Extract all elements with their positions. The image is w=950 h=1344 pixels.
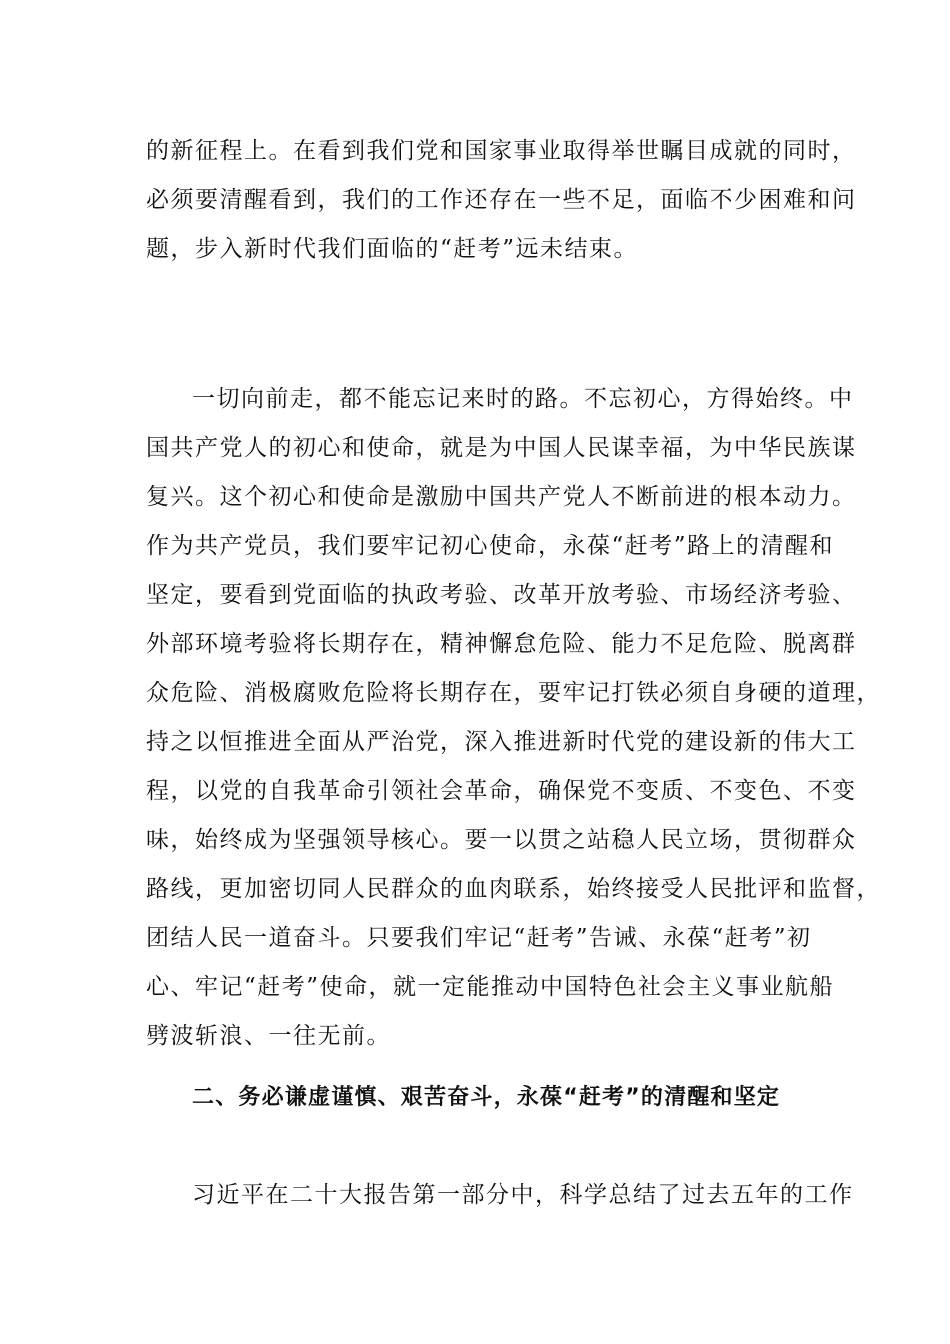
- text-line: 题，步入新时代我们面临的“赶考”远未结束。: [146, 236, 639, 262]
- paragraph-report-summary: [146, 1171, 854, 1220]
- text-line: 心、牢记“赶考”使命，就一定能推动中国特色社会主义事业航船: [146, 974, 835, 1000]
- text-line: 劈波斩浪、一往无前。: [146, 1023, 391, 1049]
- text-line: 坚定，要看到党面临的执政考验、改革开放考验、市场经济考验、: [146, 582, 857, 608]
- text-line: 作为共产党员，我们要牢记初心使命，永葆“赶考”路上的清醒和: [146, 533, 835, 559]
- text-line: 路线，更加密切同人民群众的血肉联系，始终接受人民批评和监督，: [146, 876, 881, 902]
- text-line: 复兴。这个初心和使命是激励中国共产党人不断前进的根本动力。: [146, 484, 857, 510]
- text-line: 持之以恒推进全面从严治党，深入推进新时代党的建设新的伟大工: [146, 729, 857, 755]
- paragraph-initial-mission: [146, 375, 881, 1061]
- text-line: 习近平在二十大报告第一部分中，科学总结了过去五年的工作: [192, 1182, 854, 1208]
- text-line: 众危险、消极腐败危险将长期存在，要牢记打铁必须自身硬的道理，: [146, 680, 881, 706]
- section-heading-text: 二、务必谦虚谨慎、艰苦奋斗，永葆“赶考”的清醒和坚定: [192, 1085, 781, 1110]
- text-line: 必须要清醒看到，我们的工作还存在一些不足，面临不少困难和问: [146, 187, 857, 213]
- text-line: 外部环境考验将长期存在，精神懈怠危险、能力不足危险、脱离群: [146, 631, 857, 657]
- text-line: 程，以党的自我革命引领社会革命，确保党不变质、不变色、不变: [146, 778, 857, 804]
- paragraph-continuation: [146, 127, 857, 274]
- text-line: 团结人民一道奋斗。只要我们牢记“赶考”告诫、永葆“赶考”初: [146, 925, 812, 951]
- text-line: 的新征程上。在看到我们党和国家事业取得举世瞩目成就的同时，: [146, 138, 857, 164]
- text-line: 一切向前走，都不能忘记来时的路。不忘初心，方得始终。中: [192, 386, 854, 412]
- section-heading: [146, 1073, 810, 1122]
- text-line: 国共产党人的初心和使命，就是为中国人民谋幸福，为中华民族谋: [146, 435, 857, 461]
- text-line: 味，始终成为坚强领导核心。要一以贯之站稳人民立场，贯彻群众: [146, 827, 857, 853]
